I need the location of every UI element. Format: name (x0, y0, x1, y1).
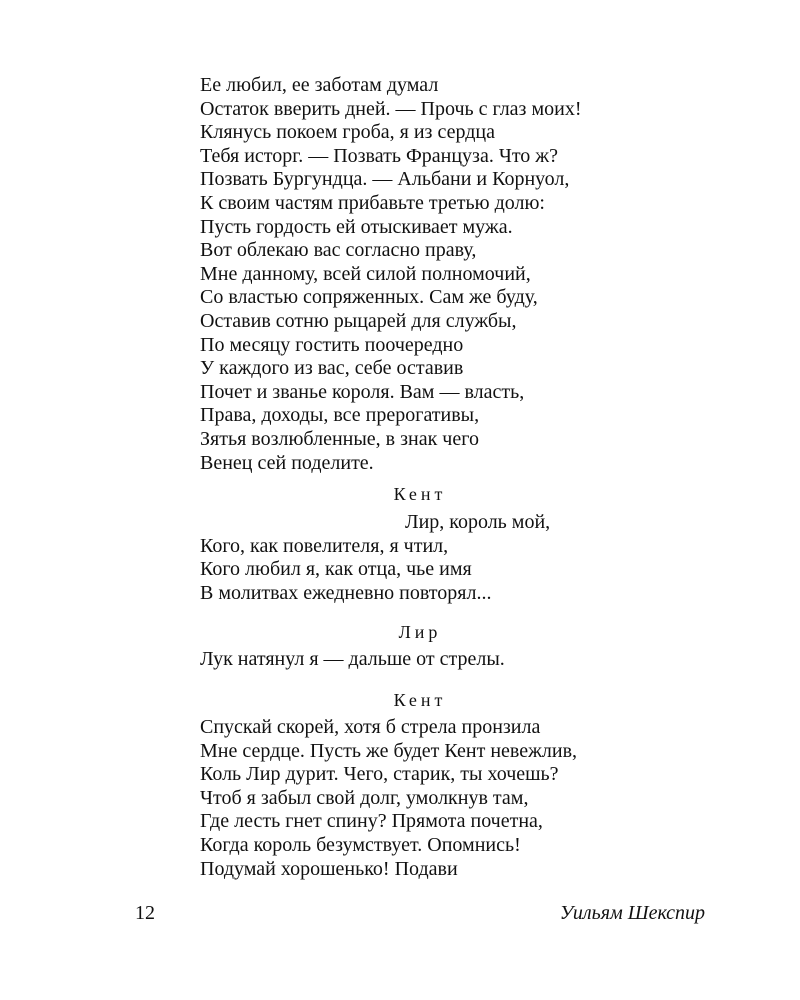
verse-line: У каждого из вас, себе оставив (200, 357, 464, 380)
verse-block-kent-reply (200, 716, 740, 881)
verse-line: Спускай скорей, хотя б стрела пронзила (200, 716, 541, 738)
verse-line: Оставив сотню рыцарей для службы, (200, 309, 517, 332)
verse-line: Клянусь покоем гроба, я из сердца (200, 121, 495, 144)
verse-line: В молитвах ежедневно повторял... (200, 581, 492, 604)
page-number: 12 (135, 902, 155, 924)
verse-line: Почет и званье короля. Вам — власть, (200, 380, 525, 403)
verse-block-lear-reply (200, 648, 740, 672)
verse-line: Подумай хорошенько! Подави (200, 857, 458, 880)
verse-line: Чтоб я забыл свой долг, умолкнув там, (200, 786, 529, 809)
verse-line: Где лесть гнет спину? Прямота почетна, (200, 810, 543, 833)
verse-line: Пусть гордость ей отыскивает мужа. (200, 215, 513, 238)
verse-line-continuation: Лир, король мой, (405, 511, 551, 533)
verse-line: Остаток вверить дней. — Прочь с глаз моих! (200, 97, 582, 120)
speaker-name-kent: Кент (393, 690, 447, 710)
verse-line: Когда король безумствует. Опомнись! (200, 833, 521, 856)
verse-line: Со властью сопряженных. Сам же буду, (200, 286, 538, 309)
running-footer-author: Уильям Шекспир (559, 902, 705, 924)
verse-line: По месяцу гостить поочередно (200, 333, 464, 356)
verse-line: Позвать Бургундца. — Альбани и Корнуол, (200, 168, 570, 191)
verse-line: Коль Лир дурит. Чего, старик, ты хочешь? (200, 763, 559, 786)
verse-line: Кого, как повелителя, я чтил, (200, 534, 449, 557)
verse-line: Мне сердце. Пусть же будет Кент невежлив, (200, 739, 578, 762)
verse-block-kent-speech (200, 511, 740, 605)
verse-line: Мне данному, всей силой полномочий, (200, 262, 531, 285)
verse-line: Вот облекаю вас согласно праву, (200, 239, 477, 262)
verse-line: Ее любил, ее заботам думал (200, 74, 439, 96)
speaker-name-kent: Кент (393, 484, 447, 504)
verse-block-lear-speech (200, 74, 740, 475)
verse-line: Лук натянул я — дальше от стрелы. (200, 648, 505, 670)
verse-line: Права, доходы, все прерогативы, (200, 404, 480, 427)
verse-line: Кого любил я, как отца, чье имя (200, 558, 472, 581)
verse-line: Зятья возлюбленные, в знак чего (200, 427, 479, 450)
verse-line: Венец сей поделите. (200, 451, 374, 474)
verse-line: Тебя исторг. — Позвать Француза. Что ж? (200, 144, 558, 167)
verse-line: К своим частям прибавьте третью долю: (200, 191, 545, 214)
speaker-name-lear: Лир (398, 622, 442, 642)
